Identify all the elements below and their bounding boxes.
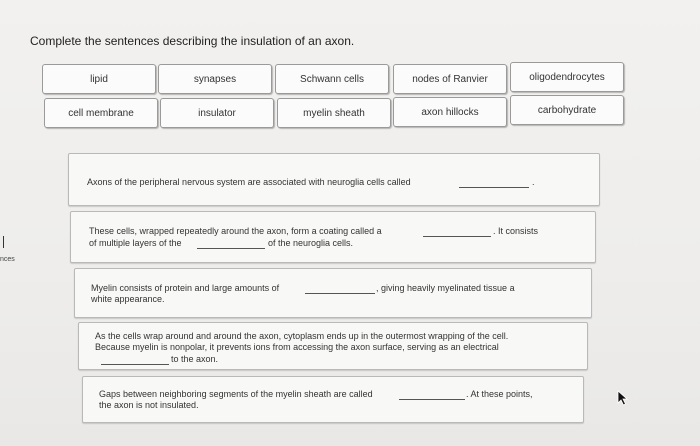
chip-carbohydrate[interactable]: carbohydrate: [510, 95, 624, 125]
drop-blank-2[interactable]: [423, 236, 491, 237]
drop-blank-3[interactable]: [197, 248, 265, 249]
sentence-box-2: [70, 211, 596, 263]
side-panel-edge: [0, 236, 4, 248]
sentence-box-1: [68, 153, 600, 206]
chip-oligodendrocytes[interactable]: oligodendrocytes: [510, 62, 624, 92]
chip-cell-membrane[interactable]: cell membrane: [44, 98, 158, 128]
chip-synapses[interactable]: synapses: [158, 64, 272, 94]
mouse-cursor-icon: [616, 390, 630, 406]
side-panel-text: nces: [0, 256, 15, 263]
sentence-2-text: These cells, wrapped repeatedly around the axon, form a coating called a: [89, 226, 382, 236]
sentence-box-5: [82, 376, 584, 423]
sentence-5-mid: . At these points,: [466, 389, 533, 399]
drop-blank-1[interactable]: [459, 187, 529, 188]
sentence-5-end: the axon is not insulated.: [99, 400, 199, 410]
sentence-1-text: Axons of the peripheral nervous system are associated with neuroglia cells called: [87, 177, 411, 187]
drop-blank-6[interactable]: [399, 399, 465, 400]
sentence-2-mid: . It consists: [493, 226, 539, 236]
chip-axon-hillocks[interactable]: axon hillocks: [393, 97, 507, 127]
sentence-3-end: white appearance.: [91, 294, 165, 304]
drop-blank-4[interactable]: [305, 293, 375, 294]
chip-nodes-of-ranvier[interactable]: nodes of Ranvier: [393, 64, 507, 94]
sentence-box-4: [78, 322, 588, 370]
drop-blank-5[interactable]: [101, 364, 169, 365]
chip-schwann-cells[interactable]: Schwann cells: [275, 64, 389, 94]
chip-lipid[interactable]: lipid: [42, 64, 156, 94]
sentence-1-end: .: [532, 177, 535, 187]
word-bank: [0, 0, 700, 140]
sentence-2-line2: of multiple layers of the: [89, 238, 182, 248]
chip-myelin-sheath[interactable]: myelin sheath: [277, 98, 391, 128]
sentence-box-3: [74, 268, 592, 318]
chip-insulator[interactable]: insulator: [160, 98, 274, 128]
sentence-4-line1: As the cells wrap around and around the axon, cytoplasm ends up in the outermost wrapping of the cell.: [95, 331, 509, 341]
instructions-text: Complete the sentences describing the insulation of an axon.: [30, 34, 355, 48]
sentence-2-end: of the neuroglia cells.: [268, 238, 354, 248]
sentence-3-mid: , giving heavily myelinated tissue a: [376, 283, 515, 293]
sentence-5-text: Gaps between neighboring segments of the myelin sheath are called: [99, 389, 373, 399]
sentence-3-text: Myelin consists of protein and large amounts of: [91, 283, 280, 293]
sentence-4-end: to the axon.: [171, 354, 219, 364]
sentence-4-line2: Because myelin is nonpolar, it prevents ions from accessing the axon surface, serving as an electrical: [95, 342, 499, 352]
